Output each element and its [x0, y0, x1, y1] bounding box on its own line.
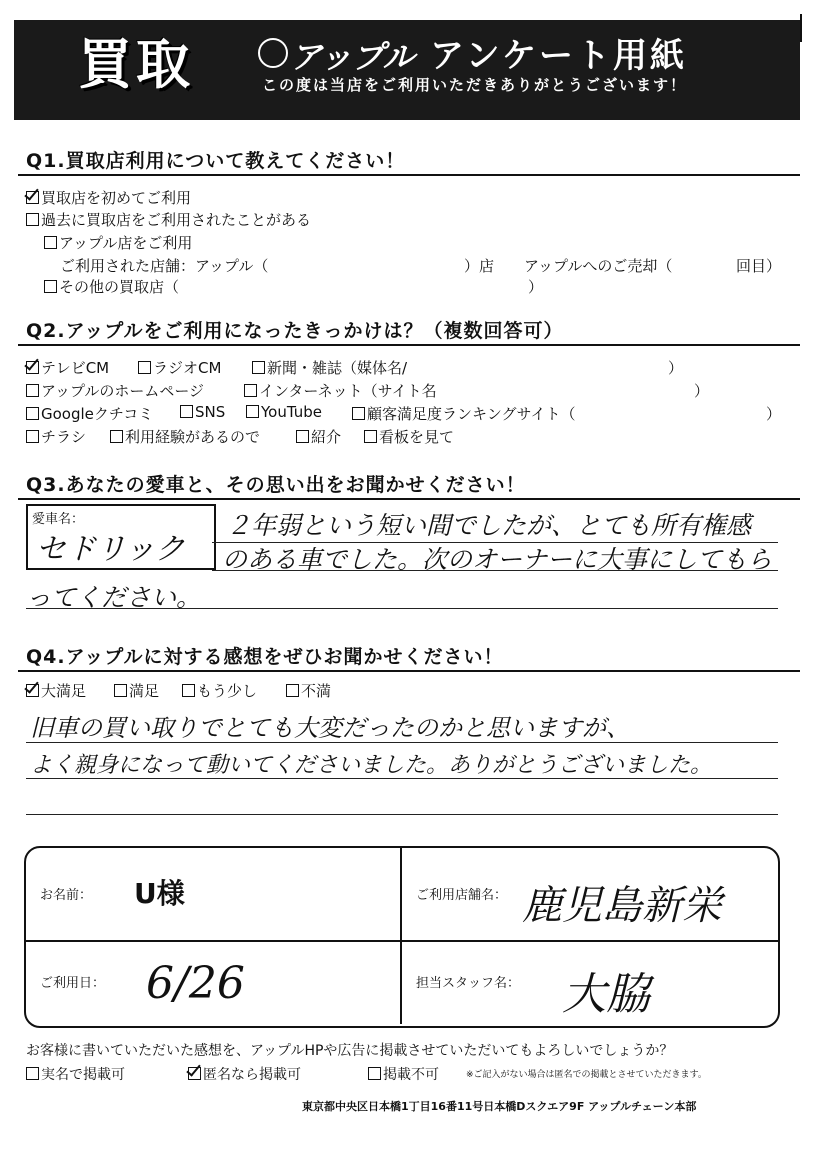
info-divider-vertical [400, 846, 402, 1024]
q2-newspaper-close: ） [668, 359, 684, 377]
name-value[interactable]: U様 [134, 877, 185, 910]
consent-question: お客様に書いていただいた感想を、アップルHPや広告に掲載させていただいてもよろしいでしょうか？ [26, 1043, 674, 1059]
checkbox-icon[interactable] [114, 684, 127, 697]
checked-checkbox-icon[interactable] [26, 684, 39, 697]
checkbox-icon[interactable] [26, 213, 39, 226]
checkbox-icon[interactable] [44, 236, 57, 249]
q4-dissatisfied-label: 不満 [301, 682, 332, 700]
q1-first-time-label: 買取店を初めてご利用 [41, 189, 192, 207]
consent-real-name-option[interactable] [26, 1064, 125, 1084]
q3-heading: Q3.あなたの愛車と、その思い出をお聞かせください！ [26, 474, 526, 496]
q4-comment-line2: よく親身になって動いてくださいました。ありがとうございました。 [30, 753, 713, 778]
q2-internet-option[interactable] [244, 380, 437, 401]
q1-other-store-option[interactable] [44, 276, 179, 297]
q4-rule [18, 670, 800, 672]
car-name-value: セドリック [36, 532, 185, 567]
q2-newspaper-option[interactable] [252, 357, 407, 378]
checkbox-icon[interactable] [368, 1067, 381, 1080]
cut-mark [800, 14, 802, 42]
checkbox-icon[interactable] [26, 430, 39, 443]
q1-apple-store-option[interactable] [44, 232, 192, 253]
q2-heading: Q2.アップルをご利用になったきっかけは？（複数回答可） [26, 320, 564, 342]
q1-sell-count-prefix: アップルへのご売却（ [524, 257, 673, 275]
q2-sns-label: SNS [195, 403, 226, 421]
q2-signboard-label: 看板を見て [379, 428, 455, 446]
q4-comment-line1: 旧車の買い取りでとても大変だったのかと思いますが、 [30, 714, 630, 742]
q1-sell-count-suffix: 回目） [736, 257, 782, 275]
checkbox-icon[interactable] [286, 684, 299, 697]
q2-homepage-label: アップルのホームページ [41, 382, 205, 400]
staff-value[interactable]: 大脇 [562, 969, 650, 1020]
q4-satisfied-label: 満足 [129, 682, 160, 700]
checkbox-icon[interactable] [296, 430, 309, 443]
checkbox-icon[interactable] [246, 405, 259, 418]
q4-little-more-label: もう少し [197, 682, 258, 700]
q1-heading: Q1.買取店利用について教えてください！ [26, 150, 406, 172]
checkbox-icon[interactable] [252, 361, 265, 374]
q2-google-label: Googleクチコミ [41, 405, 154, 423]
header-kaitori: 買取 [78, 33, 194, 96]
consent-anonymous-label: 匿名なら掲載可 [203, 1067, 301, 1083]
checked-checkbox-icon[interactable] [188, 1067, 201, 1080]
checkbox-icon[interactable] [26, 384, 39, 397]
checkbox-icon[interactable] [26, 407, 39, 420]
q1-past-use-label: 過去に買取店をご利用されたことがある [41, 211, 312, 229]
q1-store-used-prefix: ご利用された店舗：アップル（ [60, 257, 269, 275]
q2-homepage-option[interactable] [26, 380, 204, 401]
apple-logo-icon [258, 38, 288, 68]
q1-store-used-field[interactable] [60, 255, 268, 276]
q4-little-more-option[interactable] [182, 680, 257, 701]
q3-rule [18, 498, 800, 500]
checkbox-icon[interactable] [244, 384, 257, 397]
q2-referral-option[interactable] [296, 426, 341, 447]
info-divider-horizontal [24, 940, 778, 942]
q4-very-satisfied-label: 大満足 [41, 682, 87, 700]
q2-rule [18, 344, 800, 346]
q2-experience-label: 利用経験があるので [125, 428, 261, 446]
q2-ranking-label: 顧客満足度ランキングサイト（ [367, 405, 576, 423]
consent-anonymous-option[interactable] [188, 1064, 301, 1084]
q3-memory-line3: ってください。 [26, 583, 202, 612]
checkbox-icon[interactable] [26, 1067, 39, 1080]
consent-not-allowed-option[interactable] [368, 1064, 439, 1084]
checkbox-icon[interactable] [182, 684, 195, 697]
q2-sns-option[interactable] [180, 403, 225, 421]
q1-other-store-close: ） [528, 278, 544, 296]
logo-label: アップル [290, 38, 415, 76]
store-label: ご利用店舗名： [416, 888, 508, 903]
q2-google-option[interactable] [26, 403, 153, 424]
consent-not-allowed-label: 掲載不可 [383, 1067, 439, 1083]
q1-other-store-label: その他の買取店（ [59, 278, 180, 296]
consent-note: ※ご記入がない場合は匿名での掲載とさせていただきます。 [466, 1070, 707, 1080]
q2-newspaper-label: 新聞・雑誌（媒体名/ [267, 359, 408, 377]
q2-radio-cm-option[interactable] [138, 357, 221, 378]
q1-apple-store-label: アップル店をご利用 [59, 234, 193, 252]
q1-first-time-option[interactable] [26, 187, 191, 208]
q2-radio-cm-label: ラジオCM [153, 359, 222, 377]
q2-flyer-option[interactable] [26, 426, 86, 447]
q2-internet-label: インターネット（サイト名 [259, 382, 437, 400]
q2-flyer-label: チラシ [41, 428, 87, 446]
q2-ranking-option[interactable] [352, 403, 576, 424]
name-label: お名前： [40, 888, 93, 903]
date-label: ご利用日： [40, 976, 106, 991]
q1-rule [18, 174, 800, 176]
header-subtitle: この度は当店をご利用いただきありがとうございます！ [262, 76, 688, 94]
q2-tv-cm-option[interactable] [26, 357, 109, 378]
checkbox-icon[interactable] [352, 407, 365, 420]
footer-address: 東京都中央区日本橋1丁目16番11号日本橋Dスクエア9F アップルチェーン本部 [302, 1100, 697, 1113]
checkbox-icon[interactable] [180, 405, 193, 418]
store-value[interactable]: 鹿児島新栄 [522, 883, 722, 929]
q4-dissatisfied-option[interactable] [286, 680, 331, 701]
consent-real-name-label: 実名で掲載可 [41, 1067, 125, 1083]
staff-label: 担当スタッフ名： [416, 976, 521, 991]
checkbox-icon[interactable] [44, 280, 57, 293]
q4-satisfied-option[interactable] [114, 680, 159, 701]
checkbox-icon[interactable] [138, 361, 151, 374]
q4-heading: Q4.アップルに対する感想をぜひお聞かせください！ [26, 646, 504, 668]
checkbox-icon[interactable] [364, 430, 377, 443]
q2-internet-close: ） [694, 382, 710, 400]
q2-tv-cm-label: テレビCM [41, 359, 110, 377]
q2-referral-label: 紹介 [311, 428, 342, 446]
checked-checkbox-icon[interactable] [26, 191, 39, 204]
checkbox-icon[interactable] [110, 430, 123, 443]
checked-checkbox-icon[interactable] [26, 361, 39, 374]
q3-memory-line1: ２年弱という短い間でしたが、とても所有権感 [226, 511, 752, 540]
q3-memory-line2: のある車でした。次のオーナーに大事にしてもら [222, 545, 773, 574]
q2-experience-option[interactable] [110, 426, 260, 447]
q4-very-satisfied-option[interactable] [26, 680, 86, 701]
q4-writing-line [26, 814, 778, 815]
date-value[interactable]: 6/26 [146, 958, 245, 1009]
q1-past-use-option[interactable] [26, 209, 311, 230]
q2-signboard-option[interactable] [364, 426, 454, 447]
car-name-label: 愛車名： [32, 512, 85, 527]
header-logo-text [290, 32, 414, 78]
q2-ranking-close: ） [766, 405, 782, 423]
header-title: アンケート用紙 [430, 36, 687, 76]
q2-youtube-option[interactable] [246, 403, 322, 421]
q1-store-used-suffix: ）店 [464, 257, 495, 275]
q2-youtube-label: YouTube [261, 403, 322, 421]
